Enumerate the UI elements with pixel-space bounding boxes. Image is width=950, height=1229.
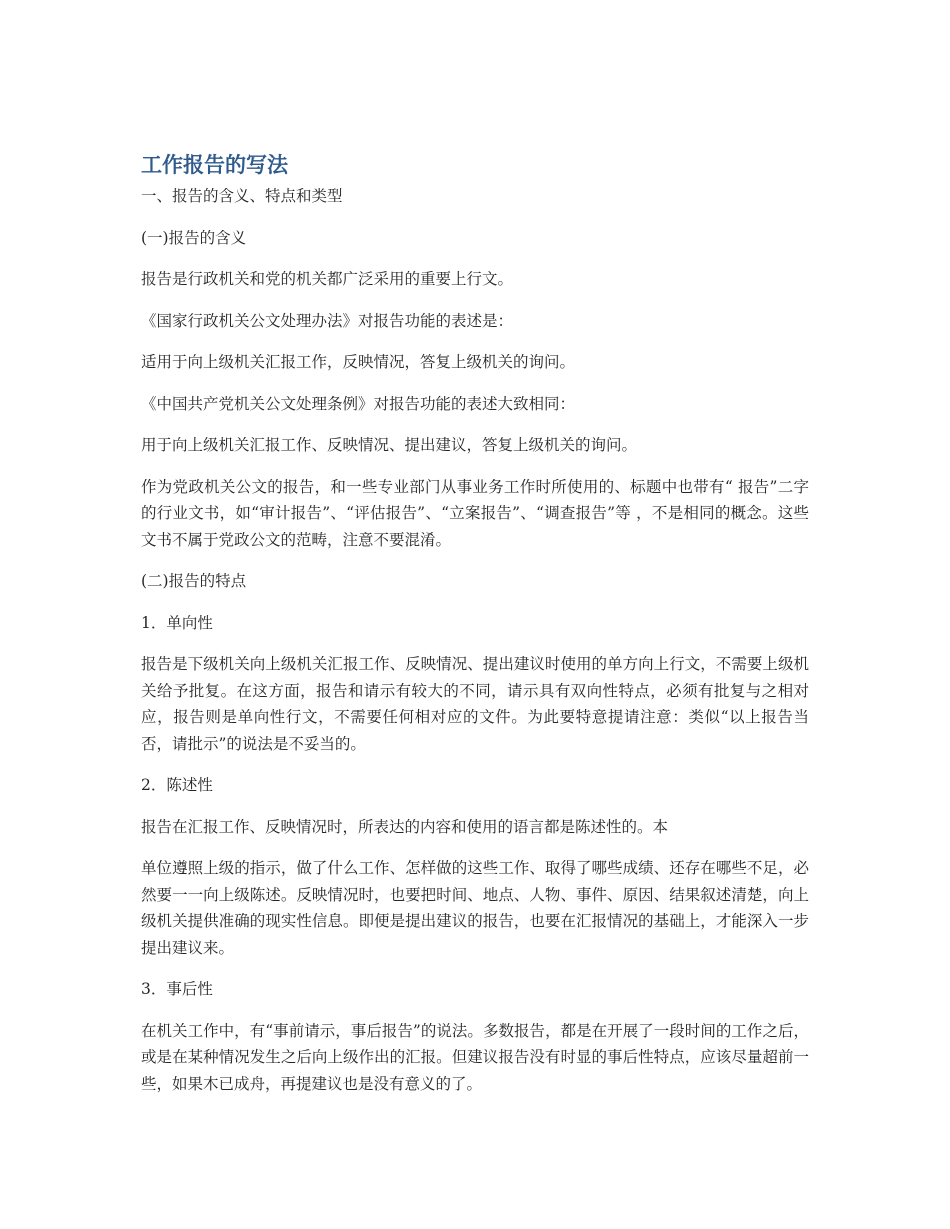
body-paragraph: 用于向上级机关汇报工作、反映情况、提出建议，答复上级机关的询问。	[141, 436, 638, 454]
document-page	[141, 150, 809, 1112]
body-paragraph: 报告是行政机关和党的机关都广泛采用的重要上行文。	[141, 270, 514, 288]
body-paragraph: 单位遵照上级的指示，做了什么工作、怎样做的这些工作、取得了哪些成绩、还存在哪些不足，必然要一一向上级陈述。反映情况时，也要把时间、地点、人物、事件、原因、结果叙述清楚，向上级机关提供准确的现实性信息。即便是提出建议的报告，也要在汇报情况的基础上，才能深入一步提出建议来。	[141, 859, 809, 957]
list-heading-1: 1．单向性	[141, 613, 213, 632]
subsection-heading-features: (二)报告的特点	[141, 572, 247, 590]
body-paragraph: 报告在汇报工作、反映情况时，所表达的内容和使用的语言都是陈述性的。本	[141, 817, 669, 836]
body-paragraph: 《国家行政机关公文处理办法》对报告功能的表述是：	[141, 311, 514, 330]
body-paragraph: 《中国共产党机关公文处理条例》对报告功能的表述大致相同：	[141, 394, 576, 413]
body-paragraph: 在机关工作中，有“事前请示，事后报告”的说法。多数报告，都是在开展了一段时间的工作之后，或是在某种情况发生之后向上级作出的汇报。但建议报告没有时显的事后性特点，应该尽量超前一些，如果木已成舟，再提建议也是没有意义的了。	[141, 1021, 809, 1093]
list-heading-2: 2．陈述性	[141, 776, 213, 794]
body-paragraph: 作为党政机关公文的报告，和一些专业部门从事业务工作时所使用的、标题中也带有“ 报告”二字的行业文书，如“审计报告”、“评估报告”、“立案报告”、“调查报告”等 ，不是相同的概念。这些文书不属于党政公文的范畴，注意不要混淆。	[141, 477, 809, 549]
body-paragraph: 报告是下级机关向上级机关汇报工作、反映情况、提出建议时使用的单方向上行文，不需要上级机关给予批复。在这方面，报告和请示有较大的不同，请示具有双向性特点，必须有批复与之相对应，报告则是单向性行文，不需要任何相对应的文件。为此要特意提请注意：类似“以上报告当否，请批示”的说法是不妥当的。	[141, 655, 809, 753]
section-heading-1: 一、报告的含义、特点和类型	[141, 187, 343, 205]
list-heading-3: 3．事后性	[141, 980, 213, 998]
body-paragraph: 适用于向上级机关汇报工作，反映情况，答复上级机关的询问。	[141, 353, 576, 371]
subsection-heading-definition: (一)报告的含义	[141, 228, 247, 247]
document-title: 工作报告的写法	[141, 153, 288, 177]
